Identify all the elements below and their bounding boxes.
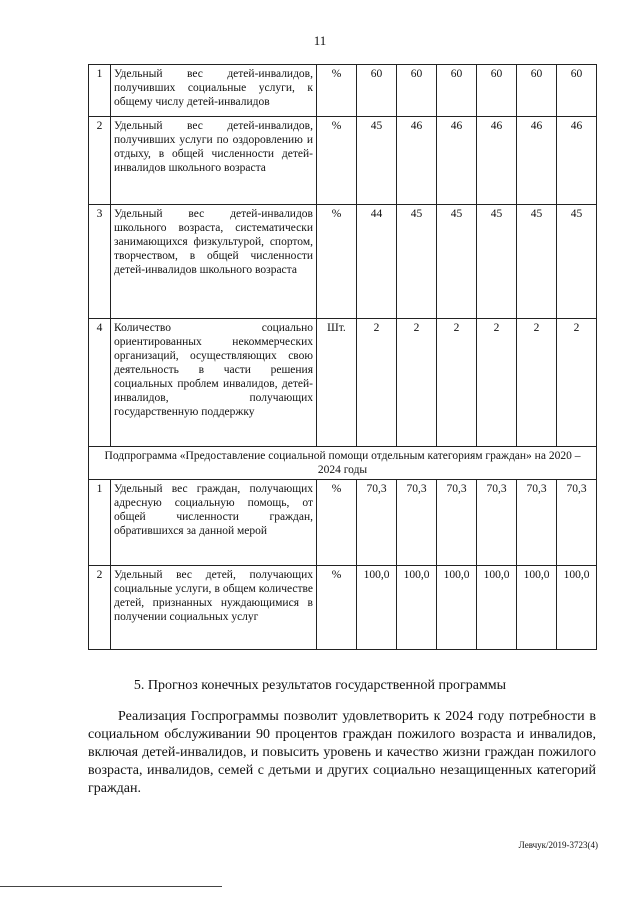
unit-cell: % bbox=[317, 566, 357, 650]
table-row bbox=[89, 319, 597, 447]
value-cell: 46 bbox=[557, 117, 597, 205]
unit-cell: % bbox=[317, 480, 357, 566]
value-cell: 70,3 bbox=[557, 480, 597, 566]
value-cell: 2 bbox=[517, 319, 557, 447]
row-number: 1 bbox=[89, 480, 111, 566]
value-cell: 60 bbox=[517, 65, 557, 117]
indicators-table bbox=[88, 64, 597, 650]
value-cell: 45 bbox=[557, 205, 597, 319]
value-cell: 2 bbox=[477, 319, 517, 447]
value-cell: 45 bbox=[397, 205, 437, 319]
row-number: 2 bbox=[89, 566, 111, 650]
table-row bbox=[89, 117, 597, 205]
value-cell: 100,0 bbox=[517, 566, 557, 650]
row-number: 3 bbox=[89, 205, 111, 319]
table-row bbox=[89, 65, 597, 117]
value-cell: 60 bbox=[477, 65, 517, 117]
value-cell: 46 bbox=[397, 117, 437, 205]
value-cell: 100,0 bbox=[397, 566, 437, 650]
row-number: 1 bbox=[89, 65, 111, 117]
row-number: 2 bbox=[89, 117, 111, 205]
footer-divider bbox=[0, 886, 222, 887]
indicator-description: Удельный вес граждан, получающих адресную социальную помощь, от общей численности граждан, обратившихся за данной мерой bbox=[111, 480, 317, 566]
unit-cell: % bbox=[317, 65, 357, 117]
indicator-description: Количество социально ориентированных некоммерческих организаций, осуществляющих свою деятельность в части решения социальных проблем инвалидов, детей-инвалидов, получающих государственную поддержку bbox=[111, 319, 317, 447]
value-cell: 70,3 bbox=[397, 480, 437, 566]
value-cell: 70,3 bbox=[517, 480, 557, 566]
body-paragraph: Реализация Госпрограммы позволит удовлетворить к 2024 году потребности в социальном обслуживании 90 процентов граждан пожилого возраста и инвалидов, включая детей-инвалидов, и повысить уровень и качество жизни граждан пожилого возраста, инвалидов, семей с детьми и других социально незащищенных категорий граждан. bbox=[88, 709, 596, 796]
value-cell: 100,0 bbox=[477, 566, 517, 650]
value-cell: 100,0 bbox=[557, 566, 597, 650]
value-cell: 70,3 bbox=[477, 480, 517, 566]
value-cell: 44 bbox=[357, 205, 397, 319]
value-cell: 45 bbox=[477, 205, 517, 319]
section-heading: 5. Прогноз конечных результатов государственной программы bbox=[133, 678, 507, 693]
page-number: 11 bbox=[313, 33, 327, 48]
value-cell: 2 bbox=[557, 319, 597, 447]
indicator-description: Удельный вес детей-инвалидов школьного возраста, систематически занимающихся физкультурой, спортом, творчеством, в общей численности детей-инвалидов школьного возраста bbox=[111, 205, 317, 319]
value-cell: 60 bbox=[437, 65, 477, 117]
table-row bbox=[89, 205, 597, 319]
row-number: 4 bbox=[89, 319, 111, 447]
value-cell: 70,3 bbox=[357, 480, 397, 566]
value-cell: 2 bbox=[357, 319, 397, 447]
table-row bbox=[89, 566, 597, 650]
subprogram-header: Подпрограмма «Предоставление социальной помощи отдельным категориям граждан» на 2020 – 2024 годы bbox=[89, 447, 597, 480]
subprogram-row bbox=[89, 447, 597, 480]
value-cell: 100,0 bbox=[437, 566, 477, 650]
value-cell: 45 bbox=[517, 205, 557, 319]
indicator-description: Удельный вес детей, получающих социальные услуги, в общем количестве детей, признанных нуждающимися в получении социальных услуг bbox=[111, 566, 317, 650]
value-cell: 2 bbox=[437, 319, 477, 447]
unit-cell: % bbox=[317, 117, 357, 205]
value-cell: 45 bbox=[437, 205, 477, 319]
unit-cell: Шт. bbox=[317, 319, 357, 447]
table-row bbox=[89, 480, 597, 566]
value-cell: 60 bbox=[397, 65, 437, 117]
value-cell: 2 bbox=[397, 319, 437, 447]
value-cell: 46 bbox=[477, 117, 517, 205]
indicator-description: Удельный вес детей-инвалидов, получивших услуги по оздоровлению и отдыху, в общей численности детей-инвалидов школьного возраста bbox=[111, 117, 317, 205]
indicator-description: Удельный вес детей-инвалидов, получивших социальные услуги, к общему числу детей-инвалидов bbox=[111, 65, 317, 117]
value-cell: 60 bbox=[557, 65, 597, 117]
document-code: Левчук/2019-3723(4) bbox=[518, 840, 598, 850]
value-cell: 100,0 bbox=[357, 566, 397, 650]
value-cell: 46 bbox=[437, 117, 477, 205]
value-cell: 45 bbox=[357, 117, 397, 205]
value-cell: 46 bbox=[517, 117, 557, 205]
unit-cell: % bbox=[317, 205, 357, 319]
value-cell: 70,3 bbox=[437, 480, 477, 566]
value-cell: 60 bbox=[357, 65, 397, 117]
